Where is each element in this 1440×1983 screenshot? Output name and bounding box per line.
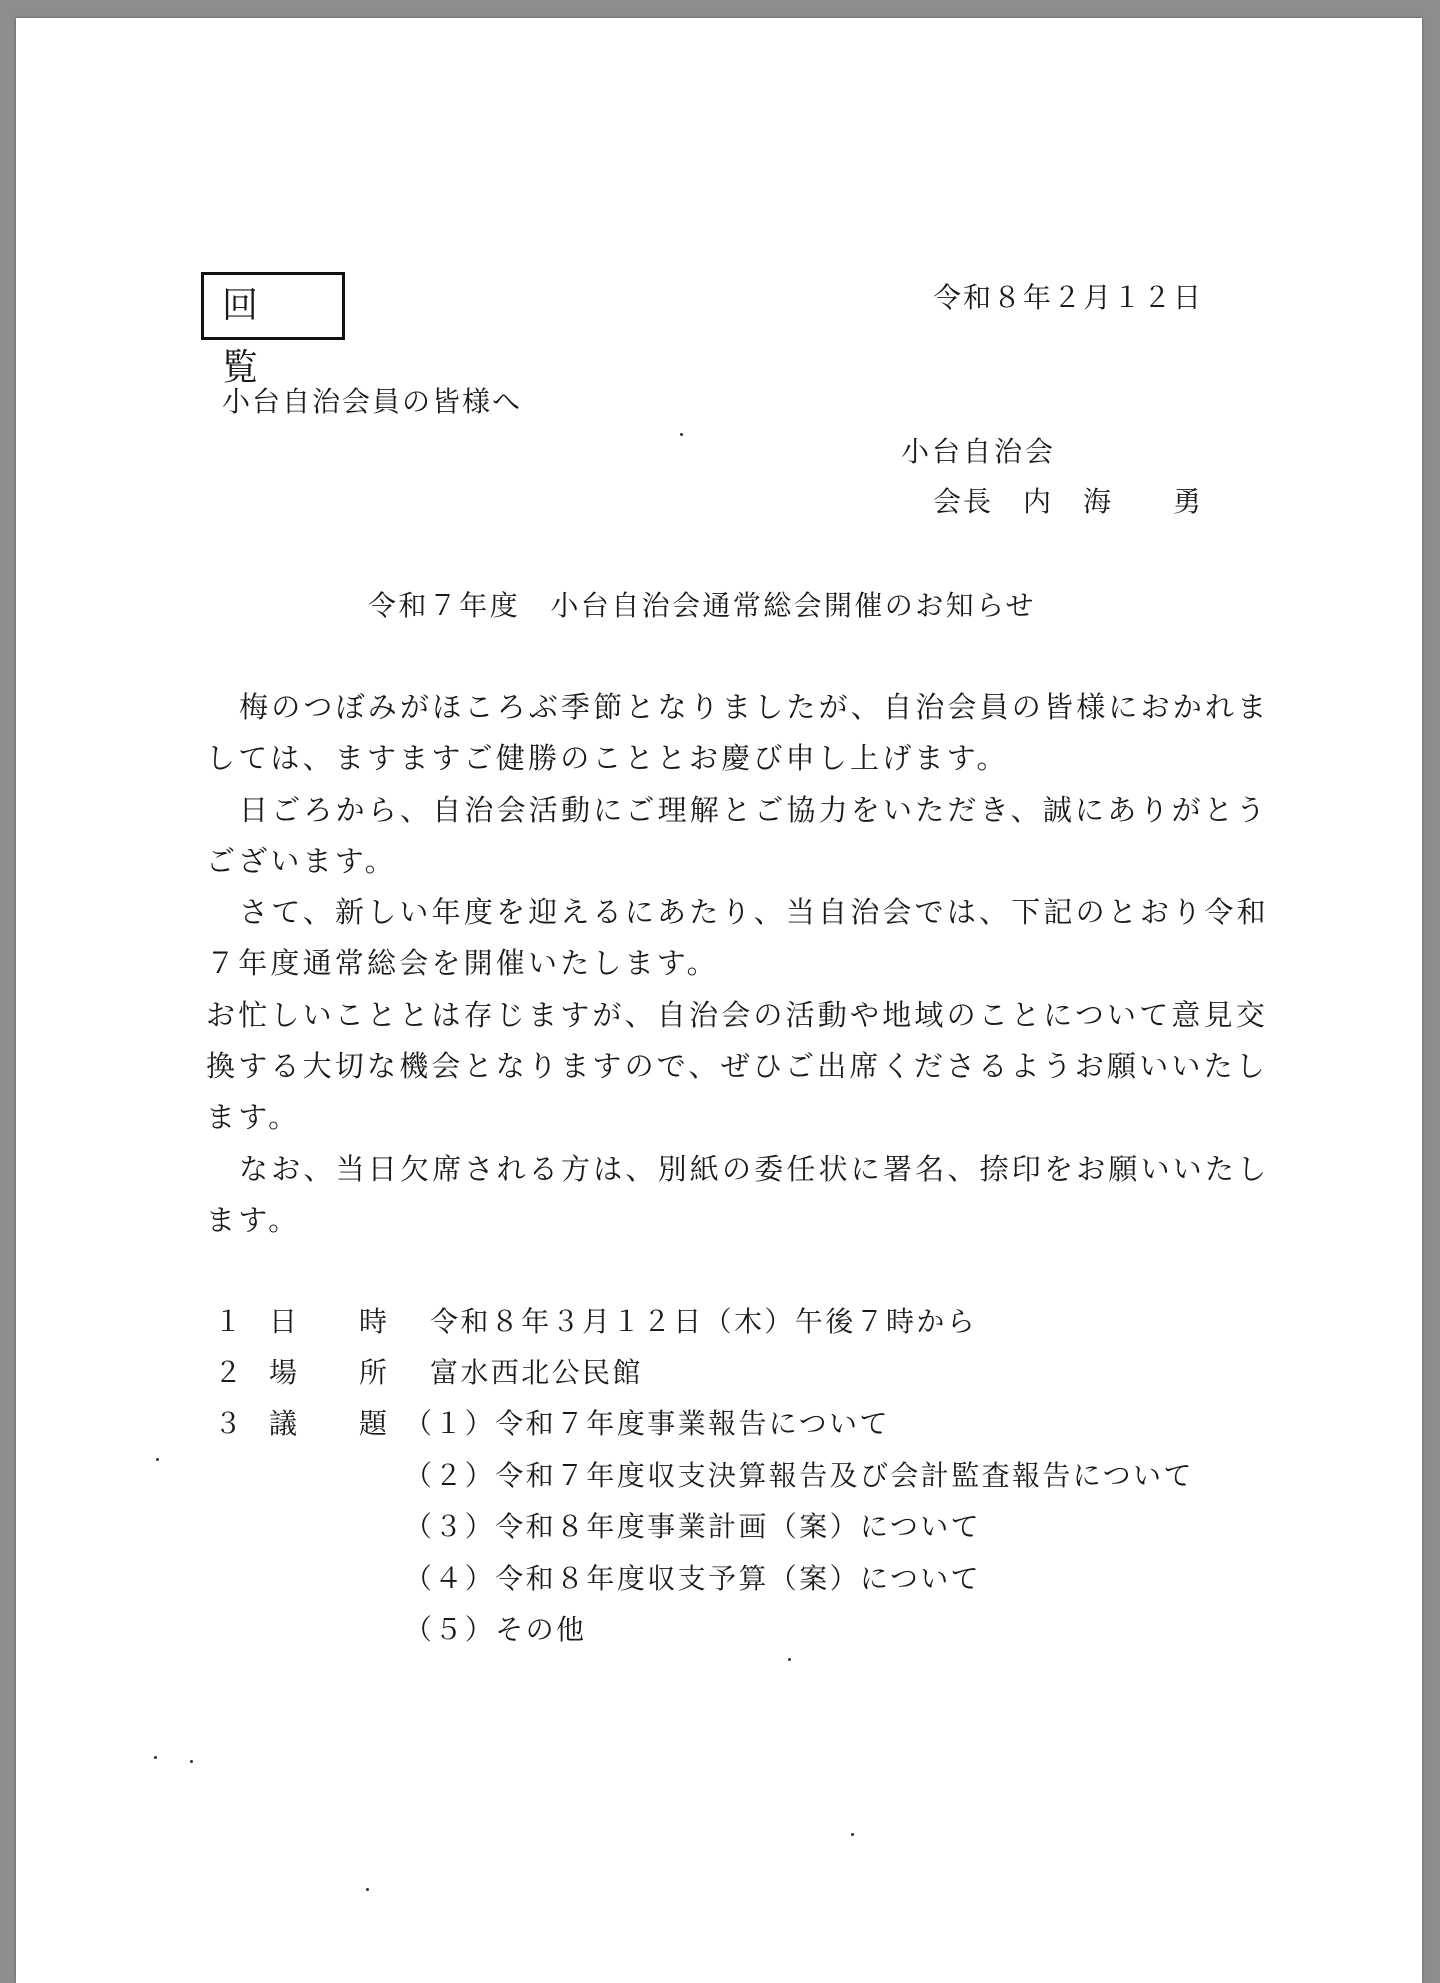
body-line: 日ごろから、自治会活動にご理解とご協力をいただき、誠にありがとう [239, 793, 1269, 827]
agenda-item: （２）令和７年度収支決算報告及び会計監査報告について [404, 1459, 1194, 1492]
detail-value: 令和８年３月１２日（木）午後７時から [430, 1305, 978, 1338]
recipient-line: 小台自治会員の皆様へ [222, 385, 523, 418]
body-line: ます。 [206, 1100, 301, 1134]
scan-speck [680, 433, 683, 436]
detail-number: ２ [214, 1356, 243, 1389]
body-line: ございます。 [206, 844, 397, 878]
agenda-item: （５）その他 [404, 1613, 587, 1646]
detail-number: ３ [214, 1407, 243, 1440]
agenda-item: （４）令和８年度収支予算（案）について [404, 1562, 982, 1595]
detail-value: 富水西北公民館 [430, 1356, 643, 1389]
body-line: お忙しいこととは存じますが、自治会の活動や地域のことについて意見交 [206, 998, 1269, 1032]
scan-speck [190, 1760, 193, 1763]
sender-organization: 小台自治会 [901, 435, 1057, 468]
scan-speck [156, 1458, 159, 1461]
body-line: 換する大切な機会となりますので、ぜひご出席くださるようお願いいたし [206, 1049, 1269, 1083]
body-line: さて、新しい年度を迎えるにあたり、当自治会では、下記のとおり令和 [239, 895, 1269, 929]
detail-label: 場 所 [269, 1356, 390, 1389]
scan-speck [851, 1833, 854, 1836]
body-line: しては、ますますご健勝のこととお慶び申し上げます。 [206, 741, 1009, 775]
detail-number: １ [214, 1305, 243, 1338]
scan-speck [366, 1888, 369, 1891]
circulation-stamp: 回 覧 [201, 272, 345, 340]
agenda-item: （３）令和８年度事業計画（案）について [404, 1510, 982, 1543]
sender-person: 会長 内 海 勇 [933, 485, 1204, 518]
body-line: ７年度通常総会を開催いたします。 [206, 946, 719, 980]
document-title: 令和７年度 小台自治会通常総会開催のお知らせ [368, 589, 1036, 622]
document-page [16, 18, 1422, 1983]
scan-speck [788, 1658, 791, 1661]
body-line: なお、当日欠席される方は、別紙の委任状に署名、捺印をお願いいたし [239, 1152, 1270, 1186]
detail-value: （１）令和７年度事業報告について [404, 1407, 890, 1440]
document-date: 令和８年２月１２日 [933, 281, 1204, 314]
detail-label: 議 題 [269, 1407, 390, 1440]
detail-label: 日 時 [269, 1305, 390, 1338]
body-line: 梅のつぼみがほころぶ季節となりましたが、自治会員の皆様におかれま [239, 690, 1270, 724]
scan-speck [154, 1756, 157, 1759]
body-line: ます。 [206, 1203, 301, 1237]
